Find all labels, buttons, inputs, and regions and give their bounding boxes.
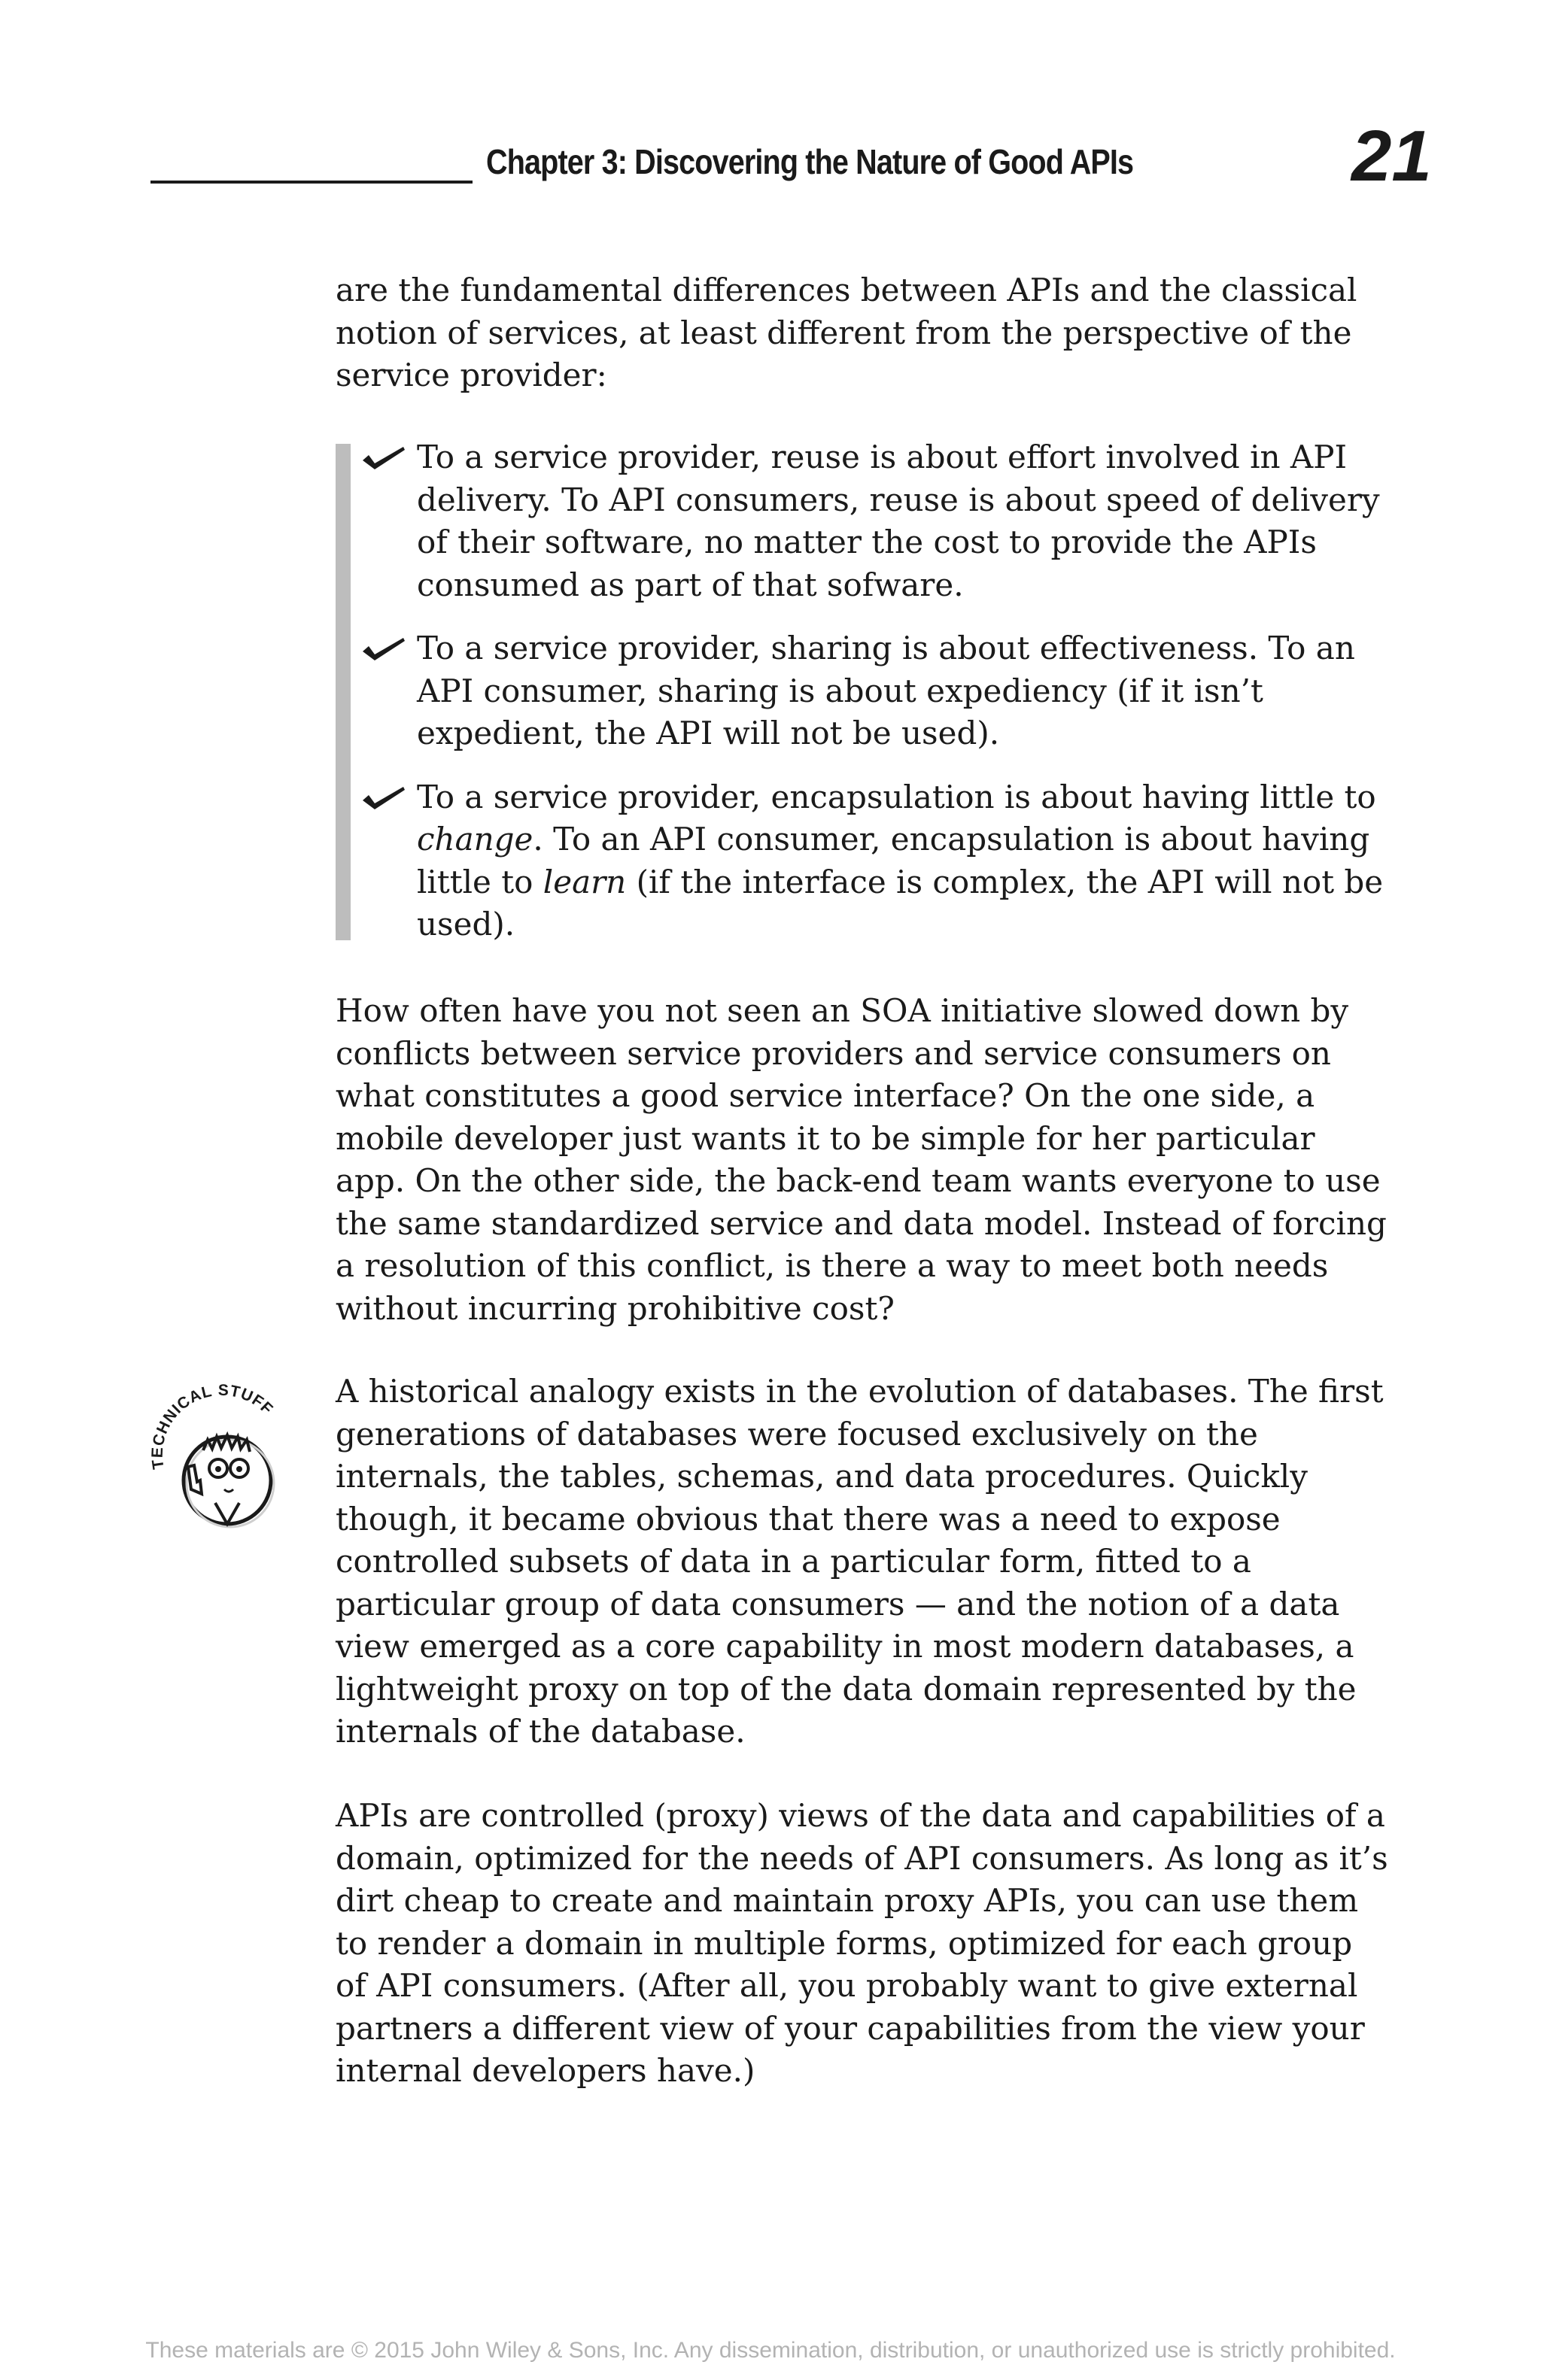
paragraph-proxy-apis: APIs are controlled (proxy) views of the data and capabilities of a domain, optimized for the needs of API consumers. As long as it’s dirt cheap to create and maintain proxy APIs, you can use them to render a domain in multiple forms, optimized for each group of API consumers. (After all, you probably want to give external partners a different view of your capabilities from the view your internal developers have.) [336,1797,1388,2089]
check-icon [361,636,406,662]
bullet-text: To a service provider, reuse is about effort involved in API delivery. To API consumers, reuse is about speed of delivery of their software, no matter the cost to provide the APIs consumed as part of that sofware. [417,439,1380,603]
paragraph-soa: How often have you not seen an SOA initiative slowed down by conflicts between service providers and service consumers on what constitutes a good service interface? On the one side, a mobile developer just wants it to be simple for her particular app. On the other side, the back-end team wants everyone to use the same standardized service and data model. Instead of forcing a resolution of this conflict, is there a way to meet both needs without incurring prohibitive cost? [336,992,1387,1327]
list-sidebar-bar [336,444,351,940]
check-icon [361,445,406,471]
bullet-text: To a service provider, sharing is about effectiveness. To an API consumer, sharing is about expediency (if it isn’t expedient, the API will not be used). [417,630,1355,751]
list-item [361,436,1392,606]
emphasis-learn: learn [543,863,627,900]
bullet-list [361,436,1392,967]
list-item [361,776,1392,946]
paragraph-databases: A historical analogy exists in the evolution of databases. The first generations of databases were focused exclusively on the internals, the tables, schemas, and data procedures. Quickly though, it became obvious that there was a need to expose controlled subsets of data in a particular form, fitted to a particular group of data consumers — and the notion of a data view emerged as a core capability in most modern databases, a lightweight proxy on top of the data domain represented by the internals of the database. [336,1373,1384,1750]
bullet-text: To a service provider, encapsulation is about having little to change. To an API consumer, encapsulation is about having little to learn (if the interface is complex, the API will not be used). [417,778,1384,943]
intro-paragraph: are the fundamental differences between APIs and the classical notion of services, at least different from the perspective of the service provider: [336,272,1357,393]
page-number: 21 [1351,116,1432,196]
header-rule [150,181,473,184]
technical-stuff-icon [143,1377,301,1535]
list-item [361,627,1392,755]
emphasis-change: change [417,821,533,858]
chapter-title: Chapter 3: Discovering the Nature of Good APIs [486,142,1134,181]
copyright-footer: These materials are © 2015 John Wiley & Sons, Inc. Any dissemination, distribution, or unauthorized use is strictly prohibited. [145,2338,1396,2363]
check-icon [361,785,406,811]
technical-stuff-label: TECHNICAL STUFF [148,1381,277,1471]
